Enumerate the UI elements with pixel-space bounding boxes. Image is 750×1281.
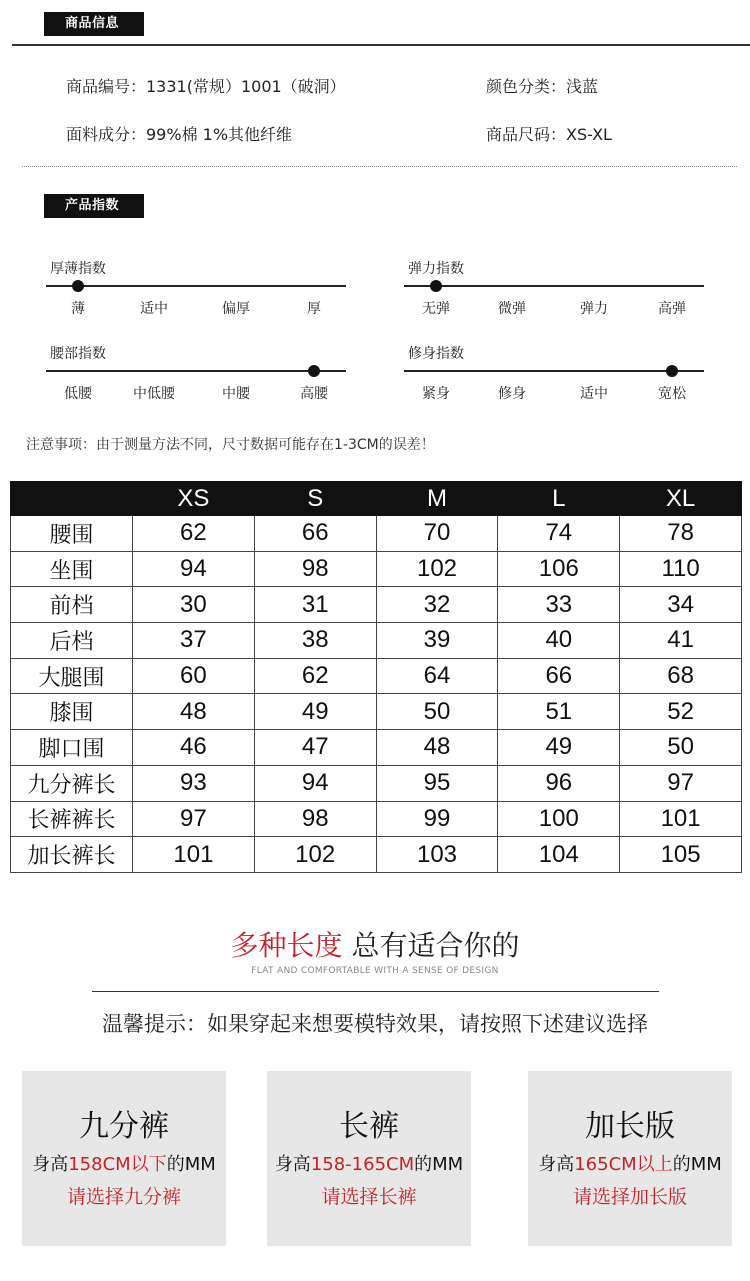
measurement-value: 94	[254, 765, 376, 801]
measurement-label: 膝围	[11, 694, 133, 730]
height-prefix: 身高	[32, 1154, 69, 1175]
measurement-label: 腰围	[11, 516, 133, 552]
measurement-value: 78	[620, 516, 742, 552]
height-range: 158CM以下	[68, 1154, 167, 1175]
measurement-value: 68	[620, 658, 742, 694]
index-option: 低腰	[64, 386, 92, 402]
height-range: 165CM以上	[574, 1154, 673, 1175]
index-marker	[666, 365, 678, 377]
measurement-label: 加长裤长	[11, 837, 133, 873]
size-header-l: L	[498, 482, 620, 516]
table-row	[11, 730, 742, 766]
measurement-value: 64	[376, 658, 498, 694]
table-row	[11, 587, 742, 623]
slogan-divider	[92, 991, 659, 992]
size-table	[10, 481, 742, 873]
table-row	[11, 801, 742, 837]
index-label: 厚薄指数	[50, 261, 106, 277]
product-code: 商品编号：1331(常规）1001（破洞）	[66, 77, 346, 96]
measurement-value: 32	[376, 587, 498, 623]
fabric-composition: 面料成分：99%棉 1%其他纤维	[66, 125, 293, 144]
measurement-value: 94	[133, 551, 255, 587]
size-header-s: S	[254, 482, 376, 516]
measurement-value: 101	[620, 801, 742, 837]
recommendation-card-long	[267, 1071, 471, 1246]
card-action: 请选择长裤	[321, 1186, 417, 1208]
table-row	[11, 658, 742, 694]
index-option: 修身	[498, 386, 526, 402]
measurement-value: 66	[498, 658, 620, 694]
index-option: 中低腰	[133, 386, 175, 402]
measurement-value: 33	[498, 587, 620, 623]
index-marker	[430, 280, 442, 292]
measurement-value: 97	[133, 801, 255, 837]
height-suffix: 的MM	[166, 1154, 216, 1175]
measurement-value: 46	[133, 730, 255, 766]
height-range: 158-165CM	[310, 1154, 415, 1175]
measurement-label: 大腿围	[11, 658, 133, 694]
measurement-label: 坐围	[11, 551, 133, 587]
height-suffix: 的MM	[672, 1154, 722, 1175]
measurement-value: 106	[498, 551, 620, 587]
measurement-value: 74	[498, 516, 620, 552]
index-option: 微弹	[498, 301, 526, 317]
measurement-value: 52	[620, 694, 742, 730]
measurement-value: 104	[498, 837, 620, 873]
dotted-divider	[22, 166, 737, 167]
index-scale-line	[404, 370, 704, 372]
measurement-value: 102	[376, 551, 498, 587]
height-suffix: 的MM	[414, 1154, 464, 1175]
measurement-notice: 注意事项：由于测量方法不同，尺寸数据可能存在1-3CM的误差！	[26, 437, 435, 453]
index-option: 厚	[307, 301, 321, 317]
index-scale-line	[46, 370, 346, 372]
measurement-value: 110	[620, 551, 742, 587]
table-row	[11, 623, 742, 659]
measurement-value: 95	[376, 765, 498, 801]
measurement-label: 脚口围	[11, 730, 133, 766]
measurement-value: 39	[376, 623, 498, 659]
table-row	[11, 765, 742, 801]
index-option: 薄	[71, 301, 85, 317]
index-option: 宽松	[658, 386, 686, 402]
fit-tip: 温馨提示：如果穿起来想要模特效果，请按照下述建议选择	[102, 1012, 648, 1036]
measurement-value: 98	[254, 801, 376, 837]
measurement-value: 38	[254, 623, 376, 659]
index-option: 偏厚	[222, 301, 250, 317]
fit-index	[404, 343, 704, 403]
card-height	[257, 1150, 481, 1176]
index-label: 腰部指数	[50, 346, 106, 362]
measurement-value: 30	[133, 587, 255, 623]
card-action: 请选择加长版	[572, 1186, 687, 1208]
measurement-value: 103	[376, 837, 498, 873]
index-marker	[308, 365, 320, 377]
measurement-value: 66	[254, 516, 376, 552]
height-prefix: 身高	[274, 1154, 311, 1175]
size-header-corner	[11, 482, 133, 516]
recommendation-card-cropped	[22, 1071, 226, 1246]
measurement-value: 97	[620, 765, 742, 801]
measurement-value: 98	[254, 551, 376, 587]
slogan	[0, 924, 750, 964]
measurement-value: 50	[620, 730, 742, 766]
measurement-value: 99	[376, 801, 498, 837]
measurement-label: 前档	[11, 587, 133, 623]
recommendation-card-extra-long	[528, 1071, 732, 1246]
card-action: 请选择九分裤	[66, 1186, 181, 1208]
slogan-highlight: 多种长度	[230, 929, 343, 962]
measurement-value: 93	[133, 765, 255, 801]
product-index-tag: 产品指数	[44, 194, 144, 218]
measurement-value: 101	[133, 837, 255, 873]
measurement-value: 105	[620, 837, 742, 873]
index-option: 弹力	[580, 301, 608, 317]
table-row	[11, 837, 742, 873]
card-title: 加长版	[585, 1109, 675, 1144]
table-row	[11, 551, 742, 587]
card-height	[12, 1150, 236, 1176]
slogan-subtitle: FLAT AND COMFORTABLE WITH A SENSE OF DESIGN	[251, 966, 499, 976]
size-range: 商品尺码：XS-XL	[486, 125, 612, 144]
elasticity-index	[404, 258, 704, 318]
index-scale-line	[46, 285, 346, 287]
measurement-value: 62	[133, 516, 255, 552]
table-row	[11, 694, 742, 730]
measurement-value: 51	[498, 694, 620, 730]
index-scale-line	[404, 285, 704, 287]
size-table-body	[11, 516, 742, 873]
product-info-tag: 商品信息	[44, 12, 144, 36]
measurement-value: 70	[376, 516, 498, 552]
measurement-value: 50	[376, 694, 498, 730]
measurement-value: 102	[254, 837, 376, 873]
measurement-value: 40	[498, 623, 620, 659]
size-header-row	[11, 482, 742, 516]
index-option: 高弹	[658, 301, 686, 317]
index-label: 弹力指数	[408, 261, 464, 277]
slogan-text: 总有适合你的	[342, 929, 520, 962]
top-divider	[12, 44, 750, 46]
measurement-value: 62	[254, 658, 376, 694]
measurement-value: 37	[133, 623, 255, 659]
size-header-m: M	[376, 482, 498, 516]
index-option: 适中	[580, 386, 608, 402]
measurement-value: 100	[498, 801, 620, 837]
index-option: 中腰	[222, 386, 250, 402]
card-title: 长裤	[339, 1109, 399, 1144]
measurement-value: 41	[620, 623, 742, 659]
measurement-label: 长裤裤长	[11, 801, 133, 837]
index-label: 修身指数	[408, 346, 464, 362]
index-option: 无弹	[422, 301, 450, 317]
size-header-xl: XL	[620, 482, 742, 516]
waist-index	[46, 343, 346, 403]
measurement-value: 49	[498, 730, 620, 766]
measurement-label: 后档	[11, 623, 133, 659]
card-height	[518, 1150, 742, 1176]
index-option: 适中	[140, 301, 168, 317]
measurement-value: 48	[133, 694, 255, 730]
measurement-value: 34	[620, 587, 742, 623]
measurement-value: 31	[254, 587, 376, 623]
measurement-value: 48	[376, 730, 498, 766]
thickness-index	[46, 258, 346, 318]
index-marker	[72, 280, 84, 292]
measurement-value: 47	[254, 730, 376, 766]
table-row	[11, 516, 742, 552]
index-option: 高腰	[300, 386, 328, 402]
color-category: 颜色分类：浅蓝	[486, 77, 599, 96]
card-title: 九分裤	[79, 1109, 169, 1144]
measurement-label: 九分裤长	[11, 765, 133, 801]
measurement-value: 60	[133, 658, 255, 694]
size-header-xs: XS	[133, 482, 255, 516]
measurement-value: 96	[498, 765, 620, 801]
height-prefix: 身高	[538, 1154, 575, 1175]
index-option: 紧身	[422, 386, 450, 402]
measurement-value: 49	[254, 694, 376, 730]
